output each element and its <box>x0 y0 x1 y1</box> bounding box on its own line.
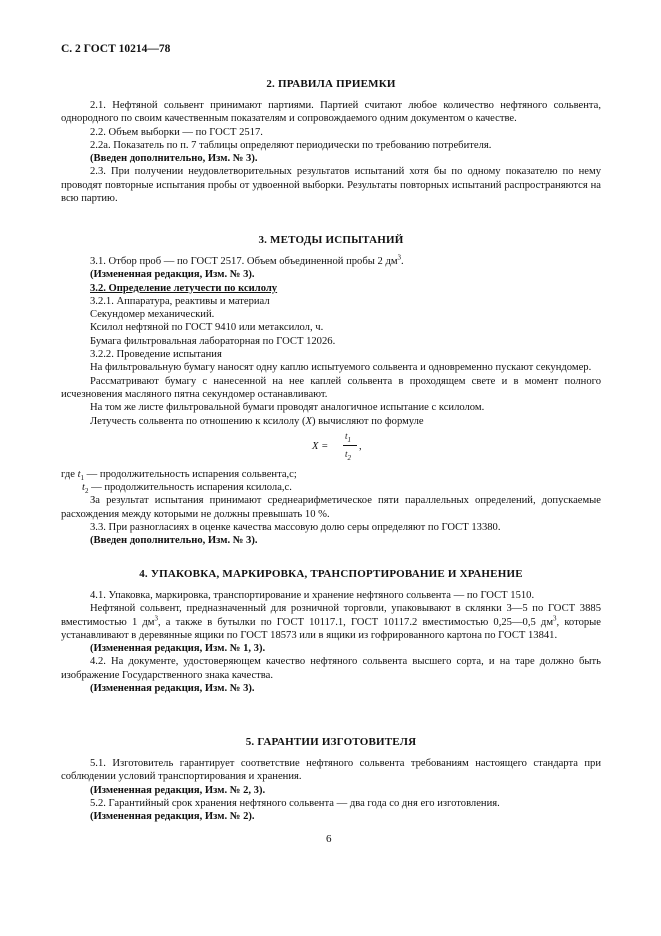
amendment-note: (Измененная редакция, Изм. № 3). <box>90 683 255 695</box>
volatility-formula <box>61 428 601 468</box>
section-2-title: 2. ПРАВИЛА ПРИЕМКИ <box>266 78 396 90</box>
formula-denominator: $t_2$ <box>345 448 352 462</box>
section-2-body <box>61 99 601 205</box>
clause-4-1: 4.1. Упаковка, маркировка, транспортирование и хранение нефтяного сольвента — по ГОСТ 1510. <box>90 590 535 601</box>
formula-legend-t2: $t_2$ — продолжительность испарения ксилола,с. <box>82 482 292 496</box>
result-paragraph: За результат испытания принимают среднеарифметическое пяти параллельных определений, допускаемые расхождения между которыми не должны превышать 10 %. <box>61 495 601 520</box>
formula-numerator: $t_1$ <box>345 430 352 444</box>
page-number: 6 <box>326 833 332 845</box>
clause-3-2-title: 3.2. Определение летучести по ксилолу <box>90 282 278 294</box>
section-5 <box>61 736 601 749</box>
amendment-note: (Измененная редакция, Изм. № 3). <box>90 269 255 281</box>
clause-3-3: 3.3. При разногласиях в оценке качества массовую долю серы определяют по ГОСТ 13380. <box>90 522 501 534</box>
packaging-paragraph: Нефтяной сольвент, предназначенный для розничной торговли, упаковывают в склянки 3—5 по ГОСТ 3885 вместимостью 1 $дм^3$, а также в бутылки по ГОСТ 10117.1, ГОСТ 10117.2 вместимостью 0,25—0,5 $дм^3$, которые устанавливают в деревянные ящики по ГОСТ 18573 или в ящики из гофрированного картона по ГОСТ 13841. <box>61 603 601 641</box>
amendment-note: (Измененная редакция, Изм. № 1, 3). <box>90 643 266 655</box>
formula-legend-t1: где $t_1$ — продолжительность испарения сольвента,с; <box>61 468 297 482</box>
equipment-item: Секундомер механический. <box>90 309 215 321</box>
equipment-item: Бумага фильтровальная лабораторная по ГОСТ 12026. <box>90 335 336 347</box>
clause-2-2a: 2.2а. Показатель по п. 7 таблицы определяют периодически по требованию потребителя. <box>90 139 492 151</box>
clause-2-1: 2.1. Нефтяной сольвент принимают партиями. Партией считают любое количество нефтяного сольвента, однородного по своим качественным показателям и сопровождаемого одним документом о качестве. <box>61 100 601 125</box>
amendment-note: (Введен дополнительно, Изм. № 3). <box>90 535 258 547</box>
section-3-body <box>61 255 601 548</box>
section-5-title: 5. ГАРАНТИИ ИЗГОТОВИТЕЛЯ <box>245 736 417 748</box>
section-2 <box>61 78 601 91</box>
formula-lhs: X = <box>312 440 329 452</box>
amendment-note: (Измененная редакция, Изм. № 2). <box>90 811 255 823</box>
amendment-note: (Введен дополнительно, Изм. № 3). <box>90 153 258 165</box>
clause-5-1: 5.1. Изготовитель гарантирует соответствие нефтяного сольвента требованиям настоящего стандарта при соблюдении условий транспортирования и хранения. <box>61 758 601 783</box>
procedure-paragraph: Рассматривают бумагу с нанесенной на нее каплей сольвента в проходящем свете и в момент полного исчезновения масляного пятна секундомер останавливают. <box>61 375 601 400</box>
clause-4-2: 4.2. На документе, удостоверяющем качество нефтяного сольвента высшего сорта, и на таре должно быть изображение Государственного знака качества. <box>61 656 601 681</box>
section-3-title: 3. МЕТОДЫ ИСПЫТАНИЙ <box>258 234 404 246</box>
procedure-paragraph: На фильтровальную бумагу наносят одну каплю испытуемого сольвента и одновременно пускают секундомер. <box>90 362 592 374</box>
section-4-title: 4. УПАКОВКА, МАРКИРОВКА, ТРАНСПОРТИРОВАНИЕ И ХРАНЕНИЕ <box>139 568 523 580</box>
clause-5-2: 5.2. Гарантийный срок хранения нефтяного сольвента — два года со дня его изготовления. <box>90 797 500 809</box>
clause-3-2-2: 3.2.2. Проведение испытания <box>90 349 222 361</box>
equipment-item: Ксилол нефтяной по ГОСТ 9410 или метаксилол, ч. <box>90 322 324 334</box>
formula-intro: Летучесть сольвента по отношению к ксилолу (X) вычисляют по формуле <box>90 415 424 427</box>
procedure-paragraph: На том же листе фильтровальной бумаги проводят аналогичное испытание с ксилолом. <box>90 402 485 414</box>
clause-2-2: 2.2. Объем выборки — по ГОСТ 2517. <box>90 126 263 138</box>
section-4 <box>61 568 601 581</box>
running-header: С. 2 ГОСТ 10214—78 <box>61 43 171 55</box>
clause-3-2-1: 3.2.1. Аппаратура, реактивы и материал <box>90 295 270 307</box>
fraction-bar <box>343 445 357 446</box>
section-5-body <box>61 757 601 823</box>
clause-2-3: 2.3. При получении неудовлетворительных результатов испытаний хотя бы по одному показателю по нему проводят повторные испытания пробы от удвоенной выборки. Результаты повторных испытаний распространяются на всю партию. <box>61 166 601 205</box>
section-3 <box>61 234 601 247</box>
section-4-body <box>61 589 601 695</box>
formula-comma: , <box>359 440 362 452</box>
clause-3-1: 3.1. Отбор проб — по ГОСТ 2517. Объем объединенной пробы 2 $дм^3$. <box>90 253 404 267</box>
amendment-note: (Измененная редакция, Изм. № 2, 3). <box>90 784 266 796</box>
